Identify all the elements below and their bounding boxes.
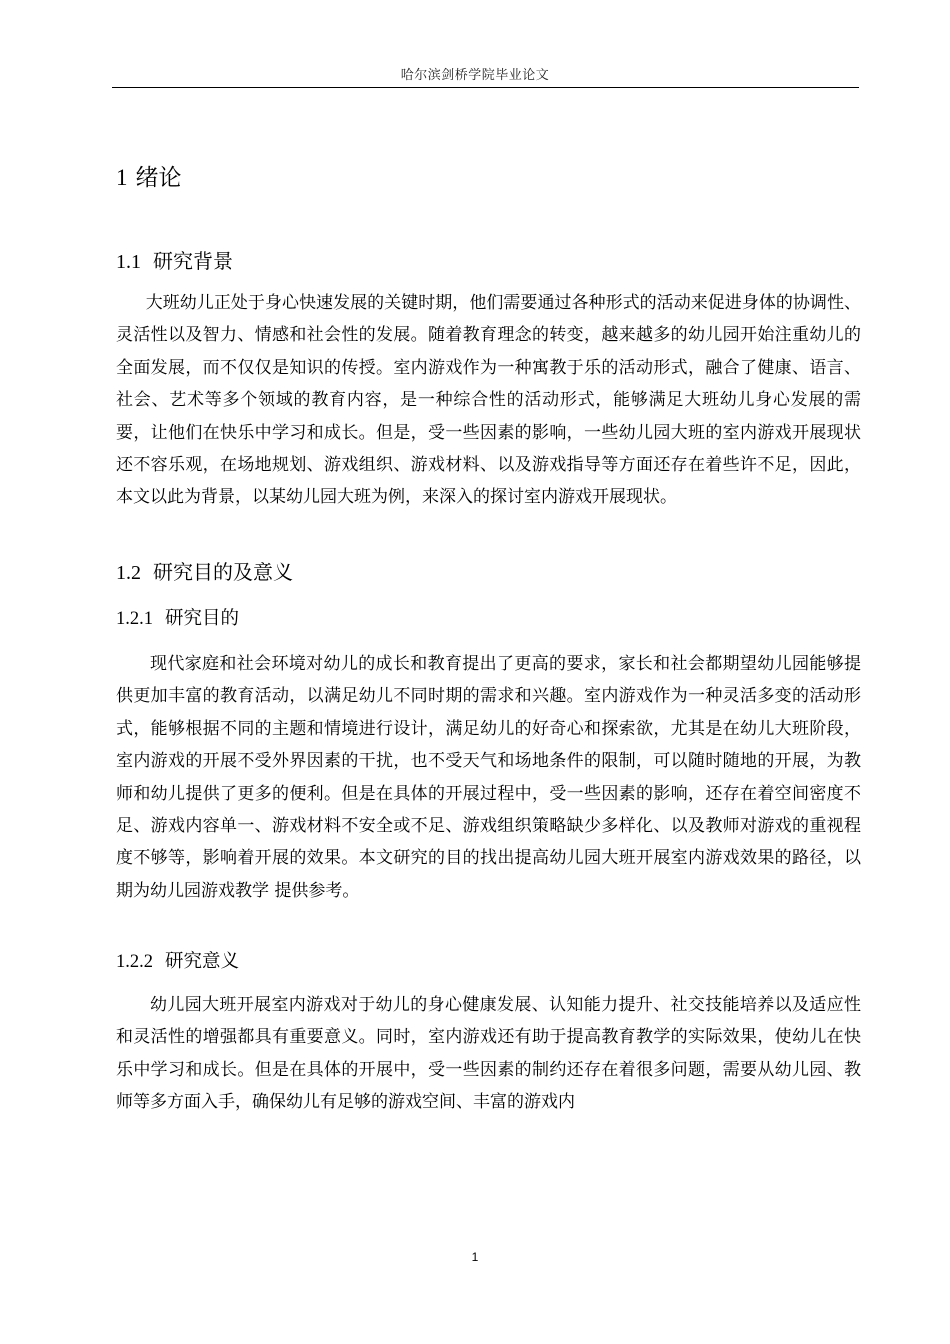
header-divider (112, 87, 859, 88)
subsection-title: 研究目的 (165, 608, 240, 629)
subsection-heading-1-2-1 (116, 605, 239, 633)
paragraph-significance: 幼儿园大班开展室内游戏对于幼儿的身心健康发展、认知能力提升、社交技能培养以及适应性和灵活性的增强都具有重要意义。同时，室内游戏还有助于提高教育教学的实际效果，使幼儿在快乐中学习和成长。但是在具体的开展中，受一些因素的制约还存在着很多问题，需要从幼儿园、教师等多方面入手，确保幼儿有足够的游戏空间、丰富的游戏内 (116, 995, 861, 1113)
page-number: 1 (471, 1250, 479, 1264)
chapter-title: 绪论 (135, 165, 182, 191)
running-header: 哈尔滨剑桥学院毕业论文 (400, 68, 550, 83)
section-heading-1-2 (116, 557, 293, 588)
subsection-heading-1-2-2 (116, 948, 239, 976)
subsection-number: 1.2.2 (116, 952, 153, 972)
section-title: 研究背景 (153, 249, 233, 273)
chapter-heading (116, 162, 182, 194)
section-number: 1.2 (116, 562, 141, 584)
subsection-title: 研究意义 (165, 951, 240, 972)
section-number: 1.1 (116, 251, 141, 273)
paragraph-purpose: 现代家庭和社会环境对幼儿的成长和教育提出了更高的要求，家长和社会都期望幼儿园能够提供更加丰富的教育活动，以满足幼儿不同时期的需求和兴趣。室内游戏作为一种灵活多变的活动形式，能够根据不同的主题和情境进行设计，满足幼儿的好奇心和探索欲，尤其是在幼儿大班阶段，室内游戏的开展不受外界因素的干扰，也不受天气和场地条件的限制，可以随时随地的开展，为教师和幼儿提供了更多的便利。但是在具体的开展过程中，受一些因素的影响，还存在着空间密度不足、游戏内容单一、游戏材料不安全或不足、游戏组织策略缺少多样化、以及教师对游戏的重视程度不够等，影响着开展的效果。本文研究的目的找出提高幼儿园大班开展室内游戏效果的路径，以期为幼儿园游戏教学 提供参考。 (116, 654, 861, 901)
paragraph-background: 大班幼儿正处于身心快速发展的关键时期，他们需要通过各种形式的活动来促进身体的协调性、灵活性以及智力、情感和社会性的发展。随着教育理念的转变，越来越多的幼儿园开始注重幼儿的全面发展，而不仅仅是知识的传授。室内游戏作为一种寓教于乐的活动形式，融合了健康、语言、社会、艺术等多个领域的教育内容，是一种综合性的活动形式，能够满足大班幼儿身心发展的需要，让他们在快乐中学习和成长。但是，受一些因素的影响，一些幼儿园大班的室内游戏开展现状还不容乐观，在场地规划、游戏组织、游戏材料、以及游戏指导等方面还存在着些许不足，因此，本文以此为背景，以某幼儿园大班为例，来深入的探讨室内游戏开展现状。 (116, 293, 861, 508)
subsection-number: 1.2.1 (116, 609, 153, 629)
section-heading-1-1 (116, 246, 233, 277)
section-title: 研究目的及意义 (153, 560, 293, 584)
chapter-number: 1 (116, 165, 128, 190)
